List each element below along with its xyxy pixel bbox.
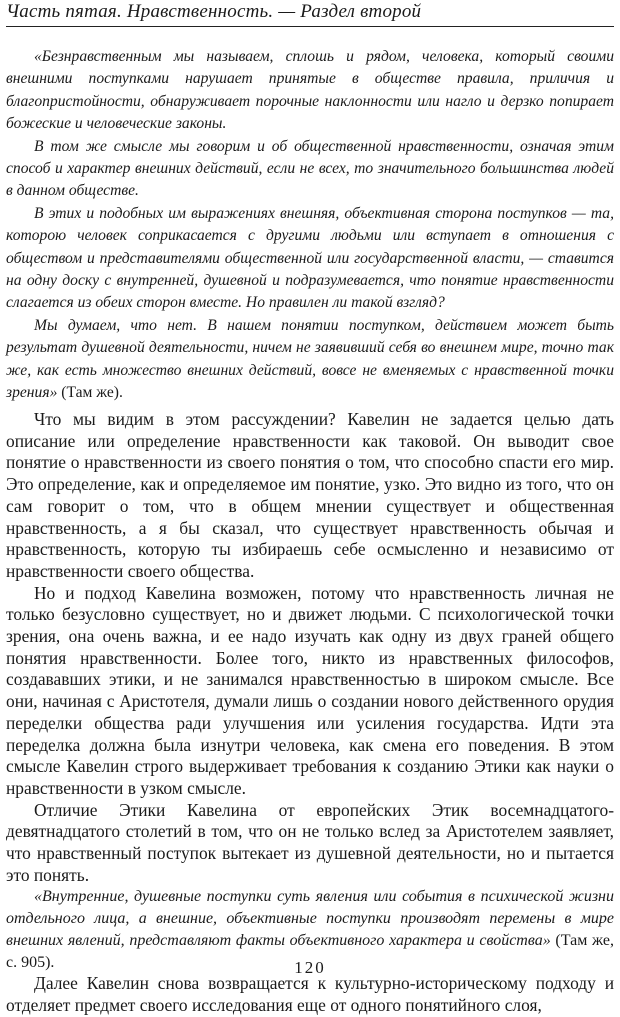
quote-paragraph-last — [6, 315, 614, 405]
body-text — [6, 409, 614, 1017]
body-paragraph: Но и подход Кавелина возможен, потому что нравственность личная не только безусловно существует, но и движет людьми. С психологической точки зрения, она очень важна, и ее надо изучать как одну из двух граней общего понятия нравственности. Более того, никто из нравственных философов, создававших этики, и не занимался нравственностью в широком смысле. Все они, начиная с Аристотеля, думали лишь о создании нового действенного орудия переделки общества ради улучшения или усиления государства. Идти эта переделка должна была изнутри человека, как смена его поведения. В этом смысле Кавелин строго выдерживает требования к созданию Этики как науки о нравственности в узком смысле. — [6, 582, 614, 798]
quote-paragraph: В том же смысле мы говорим и об общественной нравственности, означая этим способ и характер внешних действий, если не всех, то значительного большинства людей в данном обществе. — [6, 137, 614, 200]
header-title: Часть пятая. Нравственность. — Раздел второй — [6, 1, 422, 22]
quote-paragraph: В этих и подобных им выражениях внешняя, объективная сторона поступков — та, которою человек соприкасается с другими людьми или вступает в отношения с обществом и представителями общественной или государственной власти, — ставится на одну доску с внутренней, душевной и подразумевается, что понятие нравственности слагается из обеих сторон вместе. Но правилен ли такой взгляд? — [6, 204, 614, 312]
body-paragraph: Отличие Этики Кавелина от европейских Этик восемнадцатого-девятнадцатого столетий в том, что он не только вслед за Аристотелем заявляет, что нравственный поступок вытекает из душевной деятельности, но и пытается это понять. — [6, 799, 614, 885]
quote-source: (Там же). — [57, 384, 123, 402]
quote-paragraph: «Безнравственным мы называем, сплошь и рядом, человека, который своими внешними поступками нарушает принятые в обществе правила, приличия и благопристойности, обнаруживает порочные наклонности или нагло и дерзко попирает божеские и человеческие законы. — [6, 48, 614, 133]
inline-quote-text: «Внутренние, душевные поступки суть явления или события в психической жизни отдельного лица, а внешние, объективные поступки производят перемены в мире внешних явлений, представляют факты объективного характера и свойства» — [6, 888, 614, 949]
inline-quote-source: (Там же, с. 905). — [6, 931, 615, 971]
quote-text: Мы думаем, что нет. В нашем понятии поступком, действием может быть результат душевной деятельности, ничем не заявивший себя во внешнем мире, точно так же, как есть множество внешних действий, вовсе не вменяемых с нравственной точки зрения» — [6, 316, 614, 402]
body-paragraph: Далее Кавелин снова возвращается к культурно-историческому подходу и отделяет предмет своего исследования еще от одного понятийного слоя, — [6, 973, 614, 1015]
body-paragraph: Что мы видим в этом рассуждении? Кавелин не задается целью дать описание или определение нравственности как таковой. Он выводит свое понятие о нравственности из своего понятия о том, что способно спасти его мир. Это определение, как и определяемое им понятие, узко. Это видно из того, что он сам говорит о том, что в общем мнении существует и общественная нравственность, а я бы сказал, что существует нравственность обычая и нравственность, которую ты избираешь себе осмысленно и независимо от нравственности своего общества. — [6, 409, 614, 581]
running-header — [6, 0, 614, 27]
block-quote — [6, 46, 614, 405]
page-number: 120 — [294, 958, 326, 977]
